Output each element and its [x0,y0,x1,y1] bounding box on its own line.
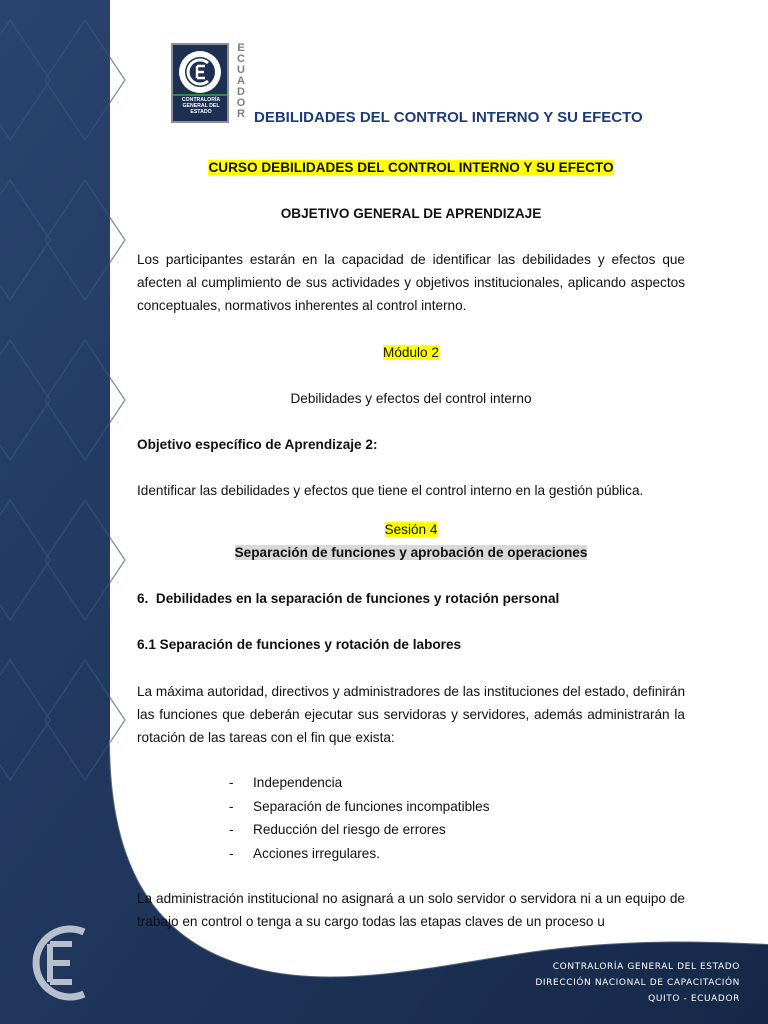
list-item [229,818,490,842]
course-title-block [137,156,685,179]
ecuador-letter: R [237,108,245,120]
list-item-text: Reducción del riesgo de errores [253,822,446,837]
session-title: Separación de funciones y aprobación de operaciones [234,545,588,560]
list-item-text: Separación de funciones incompatibles [253,798,490,814]
list-item [229,771,490,795]
list-item [229,795,490,819]
list-item [229,842,490,866]
objective-paragraph: Los participantes estarán en la capacidad de identificar las debilidades y efectos que afecten al cumplimiento de sus actividades y objetivos institucionales, aplicando aspectos conceptuales, normativos inherentes al control interno. [137,252,685,313]
paragraph-administration: La administración institucional no asignará a un solo servidor o servidora ni a un equipo de trabajo en control o tenga a su cargo todas las etapas claves de un proceso u [137,891,685,929]
module-label: Módulo 2 [383,345,439,360]
ecuador-letter: O [236,97,246,109]
ecuador-letter: A [237,75,245,87]
bullet-list [229,771,490,865]
course-title: CURSO DEBILIDADES DEL CONTROL INTERNO Y SU EFECTO [208,160,614,175]
logo-stripe [173,94,227,96]
objective-heading: OBJETIVO GENERAL DE APRENDIZAJE [280,206,542,221]
footer-department: DIRECCIÓN NACIONAL DE CAPACITACIÓN [535,978,740,988]
bullet-dash: - [229,775,234,790]
bullet-dash: - [229,845,234,861]
section-6-heading: 6. Debilidades en la separación de funciones y rotación personal [137,591,560,606]
ecuador-letter: E [237,42,245,54]
footer-location: QUITO - ECUADOR [648,994,740,1004]
specific-objective-text: Identificar las debilidades y efectos que tiene el control interno en la gestión pública. [137,483,644,498]
module-title: Debilidades y efectos del control interno [290,391,532,406]
logo-text: CONTRALORÍA GENERAL DEL ESTADO [181,97,221,115]
ecuador-letter: C [237,53,245,65]
paragraph-functions: La máxima autoridad, directivos y administradores de las instituciones del estado, definirán las funciones que deberán ejecutar sus servidoras y servidores, además administrarán la rotación de las tareas con el fin que exista: [137,684,685,745]
section-6-1-heading: 6.1 Separación de funciones y rotación de labores [137,637,462,652]
list-item-text: Acciones irregulares. [253,845,380,861]
contraloria-logo [171,43,229,123]
ecuador-letter: D [237,86,245,98]
ecuador-letter: U [237,64,245,76]
bullet-dash: - [229,822,234,837]
header-title: DEBILIDADES DEL CONTROL INTERNO Y SU EFECTO [254,109,643,126]
module-label-block [137,341,685,364]
bullet-dash: - [229,798,234,814]
footer-institution: CONTRALORÍA GENERAL DEL ESTADO [552,962,740,972]
session-label: Sesión 4 [384,522,438,537]
ecuador-vertical-text [235,43,247,120]
session-label-block [137,518,685,541]
footer-cge-logo-icon [20,918,100,1008]
session-title-block [137,541,685,564]
list-item-text: Independencia [253,775,343,790]
logo-cge-icon [182,54,218,90]
specific-objective-heading: Objetivo específico de Aprendizaje 2: [137,437,378,452]
